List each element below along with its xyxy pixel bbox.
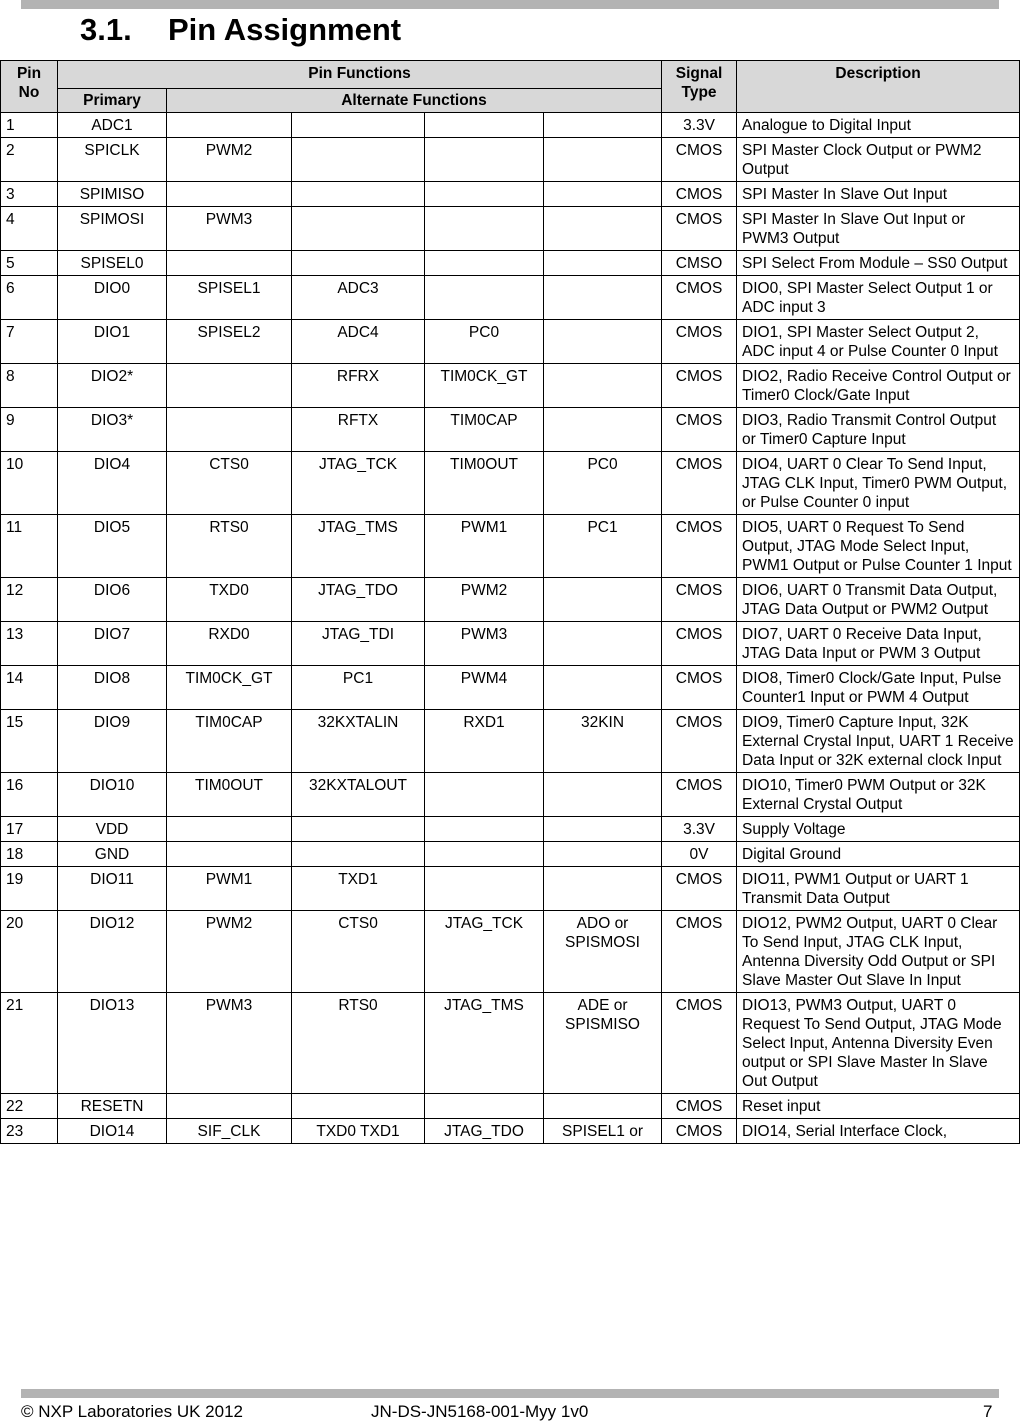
table-row	[1, 993, 1020, 1094]
cell-description: DIO12, PWM2 Output, UART 0 Clear To Send Input, JTAG CLK Input, Antenna Diversity Odd Output or SPI Slave Master Out Slave In Input	[737, 911, 1020, 993]
pin-assignment-table	[0, 60, 1020, 1144]
table-row	[1, 1094, 1020, 1119]
cell-description: DIO5, UART 0 Request To Send Output, JTAG Mode Select Input, PWM1 Output or Pulse Counter 1 Input	[737, 515, 1020, 578]
cell-alt-function-2: JTAG_TCK	[292, 452, 425, 515]
cell-alt-function-4	[544, 276, 662, 320]
cell-alt-function-1: PWM2	[167, 138, 292, 182]
cell-description: Reset input	[737, 1094, 1020, 1119]
cell-primary: DIO8	[58, 666, 167, 710]
cell-alt-function-2: ADC3	[292, 276, 425, 320]
cell-alt-function-3: TIM0CAP	[425, 408, 544, 452]
table-row	[1, 320, 1020, 364]
cell-alt-function-1: PWM2	[167, 911, 292, 993]
cell-description: DIO11, PWM1 Output or UART 1 Transmit Data Output	[737, 867, 1020, 911]
cell-primary: DIO2*	[58, 364, 167, 408]
cell-alt-function-4	[544, 666, 662, 710]
cell-alt-function-1: RTS0	[167, 515, 292, 578]
cell-alt-function-4: ADE or SPISMISO	[544, 993, 662, 1094]
cell-description: DIO7, UART 0 Receive Data Input, JTAG Data Input or PWM 3 Output	[737, 622, 1020, 666]
cell-alt-function-3	[425, 817, 544, 842]
cell-alt-function-1	[167, 364, 292, 408]
cell-description: DIO0, SPI Master Select Output 1 or ADC input 3	[737, 276, 1020, 320]
cell-alt-function-2: RTS0	[292, 993, 425, 1094]
table-row	[1, 911, 1020, 993]
cell-alt-function-3: TIM0OUT	[425, 452, 544, 515]
cell-signal-type: CMOS	[662, 578, 737, 622]
cell-alt-function-1: TIM0CK_GT	[167, 666, 292, 710]
cell-pin-no: 9	[1, 408, 58, 452]
cell-description: Supply Voltage	[737, 817, 1020, 842]
cell-primary: DIO5	[58, 515, 167, 578]
cell-alt-function-3	[425, 773, 544, 817]
cell-pin-no: 20	[1, 911, 58, 993]
cell-description: DIO3, Radio Transmit Control Output or Timer0 Capture Input	[737, 408, 1020, 452]
cell-primary: DIO0	[58, 276, 167, 320]
table-row	[1, 251, 1020, 276]
table-row	[1, 182, 1020, 207]
cell-signal-type: 3.3V	[662, 113, 737, 138]
cell-alt-function-1	[167, 182, 292, 207]
cell-signal-type: CMOS	[662, 320, 737, 364]
cell-primary: DIO13	[58, 993, 167, 1094]
cell-pin-no: 14	[1, 666, 58, 710]
cell-alt-function-3	[425, 138, 544, 182]
footer-doc-id: JN-DS-JN5168-001-Myy 1v0	[371, 1402, 589, 1421]
cell-alt-function-1	[167, 817, 292, 842]
cell-alt-function-3: TIM0CK_GT	[425, 364, 544, 408]
cell-alt-function-1: SIF_CLK	[167, 1119, 292, 1144]
cell-signal-type: CMOS	[662, 452, 737, 515]
cell-signal-type: CMOS	[662, 773, 737, 817]
cell-alt-function-4	[544, 207, 662, 251]
cell-signal-type: CMOS	[662, 364, 737, 408]
footer-rule	[21, 1389, 999, 1398]
cell-description: Digital Ground	[737, 842, 1020, 867]
cell-alt-function-4	[544, 817, 662, 842]
cell-alt-function-2: TXD1	[292, 867, 425, 911]
cell-alt-function-1: TIM0CAP	[167, 710, 292, 773]
cell-alt-function-3: PWM2	[425, 578, 544, 622]
cell-alt-function-1: SPISEL2	[167, 320, 292, 364]
cell-description: DIO10, Timer0 PWM Output or 32K External Crystal Output	[737, 773, 1020, 817]
cell-pin-no: 1	[1, 113, 58, 138]
cell-signal-type: 3.3V	[662, 817, 737, 842]
cell-pin-no: 3	[1, 182, 58, 207]
cell-primary: SPIMISO	[58, 182, 167, 207]
cell-description: DIO6, UART 0 Transmit Data Output, JTAG Data Output or PWM2 Output	[737, 578, 1020, 622]
section-title: Pin Assignment	[168, 12, 402, 47]
cell-pin-no: 12	[1, 578, 58, 622]
cell-alt-function-2: JTAG_TDO	[292, 578, 425, 622]
table-row	[1, 867, 1020, 911]
cell-primary: DIO9	[58, 710, 167, 773]
cell-alt-function-1	[167, 113, 292, 138]
cell-alt-function-4	[544, 364, 662, 408]
cell-primary: VDD	[58, 817, 167, 842]
cell-alt-function-2	[292, 113, 425, 138]
cell-pin-no: 8	[1, 364, 58, 408]
cell-alt-function-2	[292, 138, 425, 182]
cell-description: DIO1, SPI Master Select Output 2, ADC input 4 or Pulse Counter 0 Input	[737, 320, 1020, 364]
section-heading	[80, 8, 401, 52]
cell-signal-type: CMOS	[662, 207, 737, 251]
cell-alt-function-3: JTAG_TMS	[425, 993, 544, 1094]
table-row	[1, 113, 1020, 138]
cell-pin-no: 7	[1, 320, 58, 364]
cell-alt-function-2	[292, 207, 425, 251]
cell-pin-no: 2	[1, 138, 58, 182]
cell-description: SPI Select From Module – SS0 Output	[737, 251, 1020, 276]
cell-primary: RESETN	[58, 1094, 167, 1119]
cell-signal-type: CMOS	[662, 138, 737, 182]
cell-alt-function-3	[425, 867, 544, 911]
cell-alt-function-2	[292, 251, 425, 276]
cell-alt-function-3: PC0	[425, 320, 544, 364]
cell-alt-function-3	[425, 251, 544, 276]
header-signal-type: Signal Type	[662, 61, 737, 113]
cell-alt-function-2	[292, 1094, 425, 1119]
cell-primary: DIO4	[58, 452, 167, 515]
cell-alt-function-4: ADO or SPISMOSI	[544, 911, 662, 993]
table-row	[1, 710, 1020, 773]
cell-alt-function-4: SPISEL1 or	[544, 1119, 662, 1144]
table-row	[1, 842, 1020, 867]
cell-pin-no: 4	[1, 207, 58, 251]
cell-alt-function-1: SPISEL1	[167, 276, 292, 320]
table-row	[1, 207, 1020, 251]
cell-alt-function-4	[544, 320, 662, 364]
table-row	[1, 138, 1020, 182]
table-row	[1, 817, 1020, 842]
header-pin-no: Pin No	[1, 61, 58, 113]
cell-primary: DIO12	[58, 911, 167, 993]
cell-alt-function-1: TIM0OUT	[167, 773, 292, 817]
cell-alt-function-4	[544, 182, 662, 207]
cell-pin-no: 21	[1, 993, 58, 1094]
cell-primary: DIO11	[58, 867, 167, 911]
section-number: 3.1.	[80, 12, 132, 47]
cell-description: SPI Master In Slave Out Input	[737, 182, 1020, 207]
cell-alt-function-4	[544, 1094, 662, 1119]
cell-alt-function-3: PWM3	[425, 622, 544, 666]
cell-alt-function-2: RFTX	[292, 408, 425, 452]
cell-signal-type: CMOS	[662, 622, 737, 666]
cell-alt-function-1	[167, 408, 292, 452]
cell-primary: DIO7	[58, 622, 167, 666]
cell-alt-function-2: JTAG_TMS	[292, 515, 425, 578]
cell-alt-function-2: 32KXTALOUT	[292, 773, 425, 817]
cell-alt-function-3: PWM4	[425, 666, 544, 710]
cell-primary: DIO10	[58, 773, 167, 817]
cell-signal-type: CMOS	[662, 710, 737, 773]
table-row	[1, 452, 1020, 515]
cell-pin-no: 13	[1, 622, 58, 666]
cell-alt-function-2: JTAG_TDI	[292, 622, 425, 666]
cell-signal-type: CMSO	[662, 251, 737, 276]
pin-rows	[1, 113, 1020, 1144]
table-row	[1, 515, 1020, 578]
cell-pin-no: 22	[1, 1094, 58, 1119]
cell-alt-function-3	[425, 276, 544, 320]
cell-pin-no: 6	[1, 276, 58, 320]
header-alternate-functions: Alternate Functions	[167, 89, 662, 113]
cell-alt-function-4	[544, 842, 662, 867]
cell-primary: SPIMOSI	[58, 207, 167, 251]
cell-description: DIO8, Timer0 Clock/Gate Input, Pulse Counter1 Input or PWM 4 Output	[737, 666, 1020, 710]
cell-alt-function-3	[425, 842, 544, 867]
cell-signal-type: CMOS	[662, 515, 737, 578]
cell-alt-function-1: TXD0	[167, 578, 292, 622]
header-primary: Primary	[58, 89, 167, 113]
cell-alt-function-2	[292, 182, 425, 207]
cell-description: DIO2, Radio Receive Control Output or Timer0 Clock/Gate Input	[737, 364, 1020, 408]
cell-alt-function-2: PC1	[292, 666, 425, 710]
cell-signal-type: CMOS	[662, 182, 737, 207]
cell-signal-type: CMOS	[662, 867, 737, 911]
cell-pin-no: 11	[1, 515, 58, 578]
cell-signal-type: CMOS	[662, 993, 737, 1094]
table-row	[1, 276, 1020, 320]
cell-alt-function-2	[292, 842, 425, 867]
cell-alt-function-3	[425, 1094, 544, 1119]
cell-alt-function-2: CTS0	[292, 911, 425, 993]
cell-alt-function-4: PC1	[544, 515, 662, 578]
cell-alt-function-4	[544, 138, 662, 182]
table-row	[1, 1119, 1020, 1144]
cell-alt-function-1: RXD0	[167, 622, 292, 666]
cell-alt-function-4	[544, 251, 662, 276]
cell-alt-function-3	[425, 182, 544, 207]
cell-signal-type: CMOS	[662, 666, 737, 710]
cell-alt-function-1	[167, 842, 292, 867]
table-row	[1, 364, 1020, 408]
cell-alt-function-1: PWM3	[167, 993, 292, 1094]
cell-signal-type: CMOS	[662, 1094, 737, 1119]
cell-pin-no: 16	[1, 773, 58, 817]
cell-alt-function-3: JTAG_TCK	[425, 911, 544, 993]
cell-pin-no: 10	[1, 452, 58, 515]
cell-description: DIO9, Timer0 Capture Input, 32K External Crystal Input, UART 1 Receive Data Input or 32K external clock Input	[737, 710, 1020, 773]
cell-alt-function-2: TXD0 TXD1	[292, 1119, 425, 1144]
cell-primary: ADC1	[58, 113, 167, 138]
cell-alt-function-4	[544, 578, 662, 622]
cell-description: DIO14, Serial Interface Clock,	[737, 1119, 1020, 1144]
cell-primary: DIO6	[58, 578, 167, 622]
cell-description: Analogue to Digital Input	[737, 113, 1020, 138]
cell-pin-no: 15	[1, 710, 58, 773]
cell-primary: DIO3*	[58, 408, 167, 452]
cell-signal-type: CMOS	[662, 276, 737, 320]
cell-pin-no: 19	[1, 867, 58, 911]
cell-alt-function-4	[544, 773, 662, 817]
cell-description: SPI Master In Slave Out Input or PWM3 Output	[737, 207, 1020, 251]
cell-description: DIO4, UART 0 Clear To Send Input, JTAG CLK Input, Timer0 PWM Output, or Pulse Counter 0 input	[737, 452, 1020, 515]
cell-alt-function-1	[167, 1094, 292, 1119]
cell-pin-no: 17	[1, 817, 58, 842]
footer-page-number: 7	[983, 1402, 993, 1421]
cell-alt-function-4	[544, 622, 662, 666]
cell-alt-function-4	[544, 867, 662, 911]
footer-copyright: © NXP Laboratories UK 2012	[21, 1402, 244, 1421]
header-description: Description	[737, 61, 1020, 113]
cell-alt-function-4	[544, 408, 662, 452]
cell-alt-function-3: JTAG_TDO	[425, 1119, 544, 1144]
cell-alt-function-1	[167, 251, 292, 276]
cell-alt-function-4: 32KIN	[544, 710, 662, 773]
cell-signal-type: 0V	[662, 842, 737, 867]
cell-pin-no: 18	[1, 842, 58, 867]
cell-alt-function-2	[292, 817, 425, 842]
cell-primary: SPISEL0	[58, 251, 167, 276]
header-pin-functions: Pin Functions	[58, 61, 662, 89]
cell-signal-type: CMOS	[662, 911, 737, 993]
table-row	[1, 408, 1020, 452]
cell-alt-function-3: RXD1	[425, 710, 544, 773]
cell-signal-type: CMOS	[662, 1119, 737, 1144]
table-row	[1, 773, 1020, 817]
cell-alt-function-3	[425, 113, 544, 138]
table-row	[1, 578, 1020, 622]
cell-primary: DIO1	[58, 320, 167, 364]
table-row	[1, 666, 1020, 710]
cell-alt-function-4	[544, 113, 662, 138]
cell-alt-function-2: 32KXTALIN	[292, 710, 425, 773]
cell-alt-function-3	[425, 207, 544, 251]
cell-primary: SPICLK	[58, 138, 167, 182]
cell-primary: DIO14	[58, 1119, 167, 1144]
cell-alt-function-3: PWM1	[425, 515, 544, 578]
cell-alt-function-2: ADC4	[292, 320, 425, 364]
cell-alt-function-1: PWM3	[167, 207, 292, 251]
table-row	[1, 622, 1020, 666]
cell-pin-no: 23	[1, 1119, 58, 1144]
cell-description: SPI Master Clock Output or PWM2 Output	[737, 138, 1020, 182]
cell-alt-function-2: RFRX	[292, 364, 425, 408]
cell-pin-no: 5	[1, 251, 58, 276]
cell-description: DIO13, PWM3 Output, UART 0 Request To Send Output, JTAG Mode Select Input, Antenna Diversity Even output or SPI Slave Master In Slave Out Output	[737, 993, 1020, 1094]
cell-alt-function-4: PC0	[544, 452, 662, 515]
cell-primary: GND	[58, 842, 167, 867]
cell-signal-type: CMOS	[662, 408, 737, 452]
cell-alt-function-1: PWM1	[167, 867, 292, 911]
cell-alt-function-1: CTS0	[167, 452, 292, 515]
